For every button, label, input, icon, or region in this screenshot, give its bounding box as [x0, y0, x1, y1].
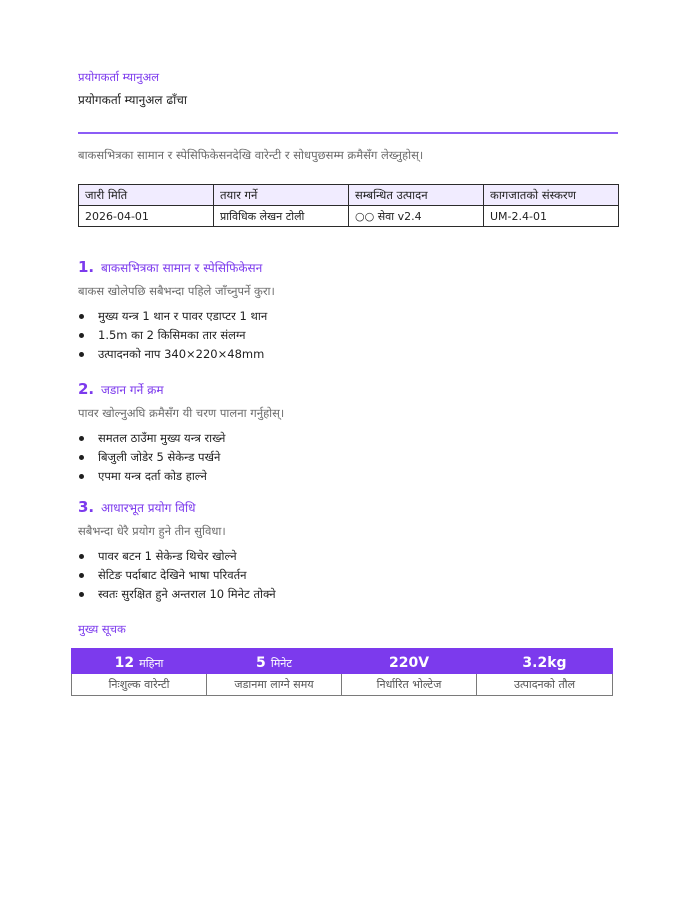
document-title: प्रयोगकर्ता म्यानुअल ढाँचा: [78, 93, 187, 107]
kpi-heading: मुख्य सूचक: [78, 622, 126, 636]
list-item: समतल ठाउँमा मुख्य यन्त्र राख्ने: [78, 429, 618, 448]
meta-value-doc-version: UM-2.4-01: [484, 206, 619, 227]
section-number: 1.: [78, 258, 95, 276]
kpi-number: 3.2kg: [522, 654, 567, 671]
section-number: 2.: [78, 380, 95, 398]
section-title: बाकसभित्रका सामान र स्पेसिफिकेसन: [100, 261, 263, 275]
list-item: मुख्य यन्त्र 1 थान र पावर एडाप्टर 1 थान: [78, 307, 618, 326]
meta-header-related-product: सम्बन्धित उत्पादन: [349, 185, 484, 206]
list-item: 1.5m का 2 किसिमका तार संलग्न: [78, 326, 618, 345]
kpi-label-row: [72, 674, 613, 696]
section-bullet-list: [78, 429, 618, 486]
kpi-number: 12: [114, 654, 135, 671]
title-divider: [78, 132, 618, 134]
list-item: स्वतः सुरक्षित हुने अन्तराल 10 मिनेट तोक्ने: [78, 585, 618, 604]
meta-value-issue-date: 2026-04-01: [79, 206, 214, 227]
section-connection-steps: [78, 378, 618, 486]
meta-value-prepared-by: प्राविधिक लेखन टोली: [214, 206, 349, 227]
kpi-label-voltage: निर्धारित भोल्टेज: [342, 674, 477, 696]
kpi-number: 220V: [388, 654, 430, 671]
meta-header-row: [79, 185, 619, 206]
meta-value-related-product: ○○ सेवा v2.4: [349, 206, 484, 227]
section-heading: [78, 378, 618, 400]
list-item: एपमा यन्त्र दर्ता कोड हाल्ने: [78, 467, 618, 486]
list-item: बिजुली जोडेर 5 सेकेन्ड पर्खने: [78, 448, 618, 467]
kpi-unit: महिना: [139, 656, 164, 670]
list-item: सेटिङ पर्दाबाट देखिने भाषा परिवर्तन: [78, 566, 618, 585]
section-contents-specs: [78, 256, 618, 364]
list-item: पावर बटन 1 सेकेन्ड थिचेर खोल्ने: [78, 547, 618, 566]
kpi-value-setup-time: [207, 649, 342, 674]
kpi-value-warranty: [72, 649, 207, 674]
section-bullet-list: [78, 547, 618, 604]
meta-header-issue-date: जारी मिति: [79, 185, 214, 206]
kpi-label-setup-time: जडानमा लाग्ने समय: [207, 674, 342, 696]
document-intro: बाकसभित्रका सामान र स्पेसिफिकेसनदेखि वारेन्टी र सोधपुछसम्म क्रमैसँग लेख्नुहोस्।: [78, 148, 424, 162]
meta-value-row: [79, 206, 619, 227]
section-description: सबैभन्दा धेरै प्रयोग हुने तीन सुविधा।: [78, 524, 226, 538]
section-bullet-list: [78, 307, 618, 364]
section-title: जडान गर्ने क्रम: [100, 383, 164, 397]
kpi-value-voltage: [342, 649, 477, 674]
kpi-label-weight: उत्पादनको तौल: [477, 674, 613, 696]
meta-header-doc-version: कागजातको संस्करण: [484, 185, 619, 206]
meta-header-prepared-by: तयार गर्ने: [214, 185, 349, 206]
document-meta-table: [78, 184, 619, 227]
section-description: बाकस खोलेपछि सबैभन्दा पहिले जाँच्नुपर्ने कुरा।: [78, 284, 275, 298]
section-heading: [78, 256, 618, 278]
section-title: आधारभूत प्रयोग विधि: [100, 501, 196, 515]
kpi-number: 5: [256, 654, 266, 671]
list-item: उत्पादनको नाप 340×220×48mm: [78, 345, 618, 364]
kpi-label-warranty: निःशुल्क वारेन्टी: [72, 674, 207, 696]
kpi-table: [71, 648, 613, 696]
kpi-unit: मिनेट: [270, 656, 292, 670]
kpi-value-row: [72, 649, 613, 674]
kpi-value-weight: [477, 649, 613, 674]
section-basic-usage: [78, 496, 618, 604]
section-description: पावर खोल्नुअघि क्रमैसँग यी चरण पालना गर्नुहोस्।: [78, 406, 285, 420]
section-number: 3.: [78, 498, 95, 516]
document-kicker: प्रयोगकर्ता म्यानुअल: [78, 70, 160, 84]
section-heading: [78, 496, 618, 518]
